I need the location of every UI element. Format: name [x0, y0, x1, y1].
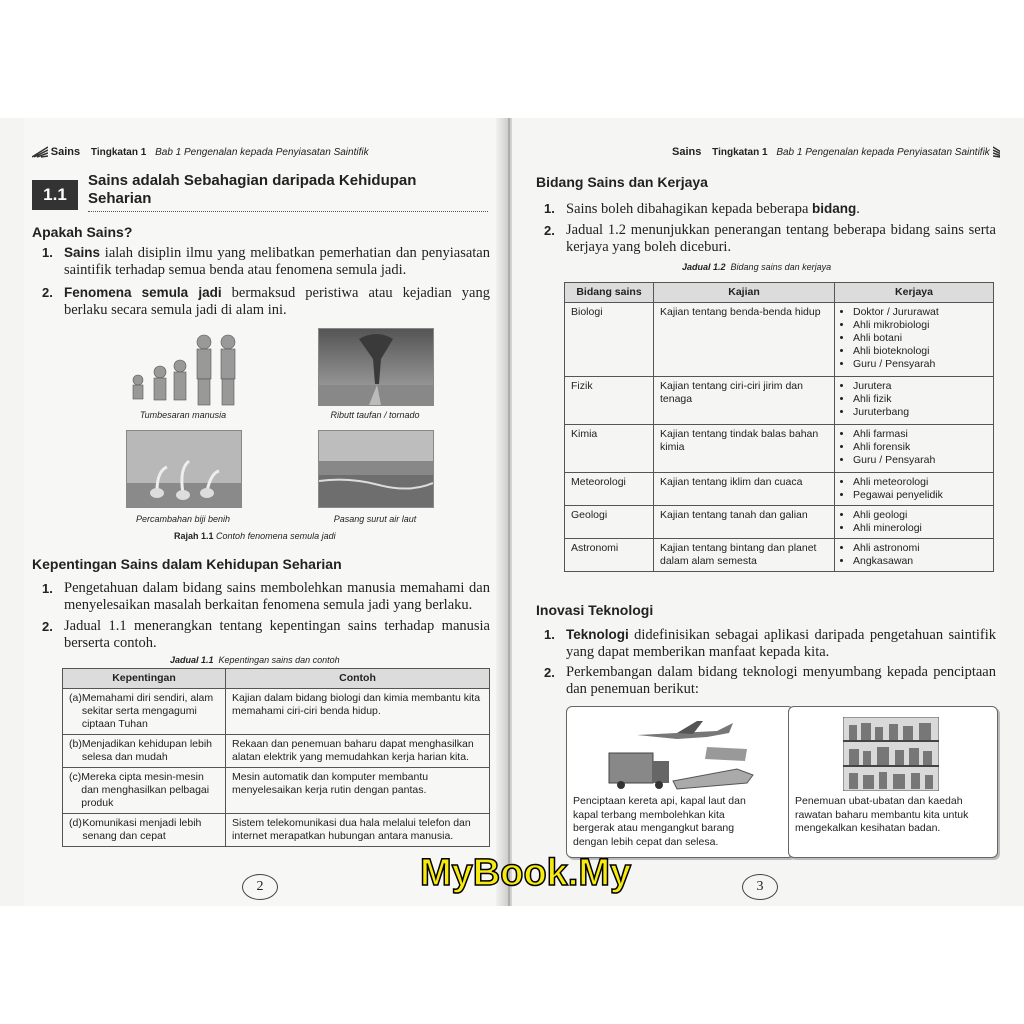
bold-term: Fenomena semula jadi — [64, 285, 222, 300]
list-item — [544, 222, 996, 256]
table-header: Kerjaya — [835, 283, 994, 303]
cell-kerjaya — [835, 425, 994, 473]
table-row — [565, 539, 994, 572]
header-form: Tingkatan 1 — [712, 147, 768, 158]
card-transport — [566, 706, 794, 858]
row-letter: (c) — [69, 771, 82, 783]
human-growth-illustration — [124, 330, 240, 408]
list-item — [544, 664, 996, 698]
heading-kepentingan: Kepentingan Sains dalam Kehidupan Seharian — [32, 556, 342, 572]
table-title — [170, 655, 340, 665]
table-row — [565, 303, 994, 377]
table-kepentingan — [62, 668, 490, 847]
cell-kajian: Kajian tentang iklim dan cuaca — [654, 473, 835, 506]
bold-term: bidang — [812, 201, 857, 216]
cell-kerjaya — [835, 539, 994, 572]
item-number: 1. — [42, 245, 53, 260]
card-text: Penciptaan kereta api, kapal laut dan kapal terbang membolehkan kita bergerak atau mengangkut barang dengan lebih cepat dan selesa. — [573, 795, 746, 848]
list-item — [42, 284, 490, 319]
item-text: Jadual 1.2 menunjukkan penerangan tentang beberapa bidang sains serta kerjaya yang boleh diceburi. — [566, 222, 996, 255]
cell-bidang: Astronomi — [565, 539, 654, 572]
table-row — [565, 425, 994, 473]
cell-kajian: Kajian tentang benda-benda hidup — [654, 303, 835, 377]
table-row — [565, 473, 994, 506]
header-chapter: Bab 1 Pengenalan kepada Penyiasatan Saintifik — [776, 147, 990, 158]
row-letter: (d) — [69, 817, 82, 829]
header-form: Tingkatan 1 — [90, 147, 147, 158]
heading-inovasi: Inovasi Teknologi — [536, 602, 654, 618]
cell-contoh: Sistem telekomunikasi dua hala melalui telefon dan internet merapatkan hubungan antara manusia. — [226, 814, 490, 847]
figure-title — [174, 531, 336, 541]
stripes-icon — [993, 146, 1000, 158]
item-text: Pengetahuan dalam bidang sains membolehkan manusia memahami dan menyelesaikan masalah berkaitan fenomena semula jadi yang berlaku. — [64, 580, 490, 613]
list-item — [42, 580, 490, 614]
stripes-icon — [32, 146, 48, 158]
cell-kajian: Kajian tentang tanah dan galian — [654, 506, 835, 539]
career-item: • Ahli forensik — [853, 441, 987, 454]
header-subject: Sains — [672, 146, 702, 158]
cell-kajian: Kajian tentang ciri-ciri jirim dan tenaga — [654, 377, 835, 425]
table-label: Jadual 1.1 — [170, 655, 214, 665]
cell-contoh: Mesin automatik dan komputer membantu menyelesaikan kerja rutin dengan pantas. — [226, 768, 490, 814]
section-number: 1.1 — [32, 180, 78, 210]
table-header: Contoh — [226, 669, 490, 689]
left-page-header — [32, 146, 369, 158]
career-item: • Pegawai penyelidik — [853, 489, 987, 502]
cell-kerjaya — [835, 377, 994, 425]
career-item: • Ahli botani — [853, 332, 987, 345]
cell-bidang: Geologi — [565, 506, 654, 539]
left-page — [24, 118, 506, 906]
header-chapter: Bab 1 Pengenalan kepada Penyiasatan Saintifik — [155, 147, 369, 158]
cell-kerjaya — [835, 473, 994, 506]
item-text: Perkembangan dalam bidang teknologi menyumbang kepada penciptaan dan penemuan berikut: — [566, 664, 996, 697]
section-title: Sains adalah Sebahagian daripada Kehidupan Seharian — [88, 172, 417, 207]
item-text: Sains boleh dibahagikan kepada beberapa — [566, 201, 813, 217]
career-item: • Ahli bioteknologi — [853, 345, 987, 358]
cell-kajian: Kajian tentang tindak balas bahan kimia — [654, 425, 835, 473]
item-text: . — [856, 201, 860, 217]
item-number: 2. — [42, 619, 53, 634]
figure-caption: Percambahan biji benih — [135, 514, 231, 524]
table-row — [63, 814, 490, 847]
row-letter: (a) — [69, 692, 82, 704]
career-item: • Ahli geologi — [853, 509, 987, 522]
table-header: Kajian — [654, 283, 835, 303]
header-subject: Sains — [50, 146, 81, 158]
item-text: ialah disiplin ilmu yang melibatkan pemerhatian dan penyiasatan saintifik terhadap semua benda atau fenomena semula jadi. — [64, 245, 490, 278]
table-row — [63, 768, 490, 814]
career-item: • Doktor / Jururawat — [853, 306, 987, 319]
cell-kepentingan: Memahami diri sendiri, alam sekitar serta mengagumi ciptaan Tuhan — [81, 692, 214, 730]
figure-caption: Tumbesaran manusia — [139, 410, 227, 420]
transport-illustration — [607, 713, 757, 793]
cell-bidang: Biologi — [565, 303, 654, 377]
item-number: 1. — [544, 201, 555, 216]
page-number: 3 — [742, 874, 778, 900]
table-title — [682, 262, 831, 272]
item-text: didefinisikan sebagai aplikasi daripada pengetahuan saintifik yang dapat memberikan manfaat kepada kita. — [566, 627, 996, 660]
page-number: 2 — [242, 874, 278, 900]
item-number: 2. — [544, 665, 555, 680]
cell-kajian: Kajian tentang bintang dan planet dalam alam semesta — [654, 539, 835, 572]
table-header: Kepentingan — [63, 669, 226, 689]
cell-kerjaya — [835, 506, 994, 539]
bold-term: Teknologi — [566, 627, 629, 642]
figure-title-text: Contoh fenomena semula jadi — [216, 531, 336, 541]
career-item: • Angkasawan — [853, 555, 987, 568]
right-page-header — [672, 146, 1000, 158]
medicine-shelf-illustration — [843, 717, 939, 791]
section-divider — [88, 211, 488, 212]
cell-bidang: Fizik — [565, 377, 654, 425]
figure-label: Rajah 1.1 — [174, 531, 214, 541]
row-letter: (b) — [69, 738, 82, 750]
career-item: • Ahli meteorologi — [853, 476, 987, 489]
table-row — [63, 689, 490, 735]
table-row — [63, 735, 490, 768]
cell-bidang: Kimia — [565, 425, 654, 473]
tornado-photo — [318, 328, 434, 406]
figure-caption: Pasang surut air laut — [333, 514, 417, 524]
career-item: • Guru / Pensyarah — [853, 358, 987, 371]
list-item — [544, 626, 996, 661]
career-item: • Jurutera — [853, 380, 987, 393]
item-number: 2. — [42, 285, 53, 300]
card-text: Penemuan ubat-ubatan dan kaedah rawatan baharu membantu kita untuk mengekalkan kesihatan badan. — [795, 795, 969, 834]
cell-kepentingan: Komunikasi menjadi lebih senang dan cepat — [82, 817, 202, 842]
cell-contoh: Kajian dalam bidang biologi dan kimia membantu kita memahami ciri-ciri benda hidup. — [226, 689, 490, 735]
seed-germination-photo — [126, 430, 242, 508]
career-item: • Ahli minerologi — [853, 522, 987, 535]
item-text: Jadual 1.1 menerangkan tentang kepentingan sains terhadap manusia berserta contoh. — [64, 618, 490, 651]
cell-kepentingan: Mereka cipta mesin-mesin dan menghasilkan pelbagai produk — [81, 771, 210, 809]
table-title-text: Kepentingan sains dan contoh — [218, 655, 340, 665]
cell-bidang: Meteorologi — [565, 473, 654, 506]
cell-kepentingan: Menjadikan kehidupan lebih selesa dan mudah — [81, 738, 213, 763]
right-page — [512, 118, 1000, 906]
career-item: • Juruterbang — [853, 406, 987, 419]
career-item: • Ahli astronomi — [853, 542, 987, 555]
career-item: • Ahli farmasi — [853, 428, 987, 441]
career-item: • Ahli fizik — [853, 393, 987, 406]
table-title-text: Bidang sains dan kerjaya — [730, 262, 832, 272]
table-row — [565, 377, 994, 425]
heading-apakah-sains: Apakah Sains? — [32, 224, 133, 240]
cell-kerjaya — [835, 303, 994, 377]
item-text: bermaksud peristiwa atau kejadian yang berlaku secara semula jadi di alam ini. — [64, 285, 490, 318]
figure-caption: Ributt taufan / tornado — [330, 410, 420, 420]
bold-term: Sains — [64, 245, 101, 260]
list-item — [42, 618, 490, 652]
cell-contoh: Rekaan dan penemuan baharu dapat menghasilkan alatan elektrik yang memudahkan kerja harian kita. — [226, 735, 490, 768]
card-medicine — [788, 706, 998, 858]
list-item — [544, 200, 996, 218]
item-number: 1. — [544, 627, 555, 642]
table-header: Bidang sains — [565, 283, 654, 303]
career-item: • Guru / Pensyarah — [853, 454, 987, 467]
list-item — [42, 244, 490, 279]
tide-photo — [318, 430, 434, 508]
career-item: • Ahli mikrobiologi — [853, 319, 987, 332]
heading-bidang-sains: Bidang Sains dan Kerjaya — [536, 174, 708, 190]
table-row — [565, 506, 994, 539]
table-bidang-kerjaya — [564, 282, 994, 572]
table-label: Jadual 1.2 — [682, 262, 726, 272]
item-number: 2. — [544, 223, 555, 238]
watermark-text: MyBook.My — [420, 852, 632, 894]
item-number: 1. — [42, 581, 53, 596]
